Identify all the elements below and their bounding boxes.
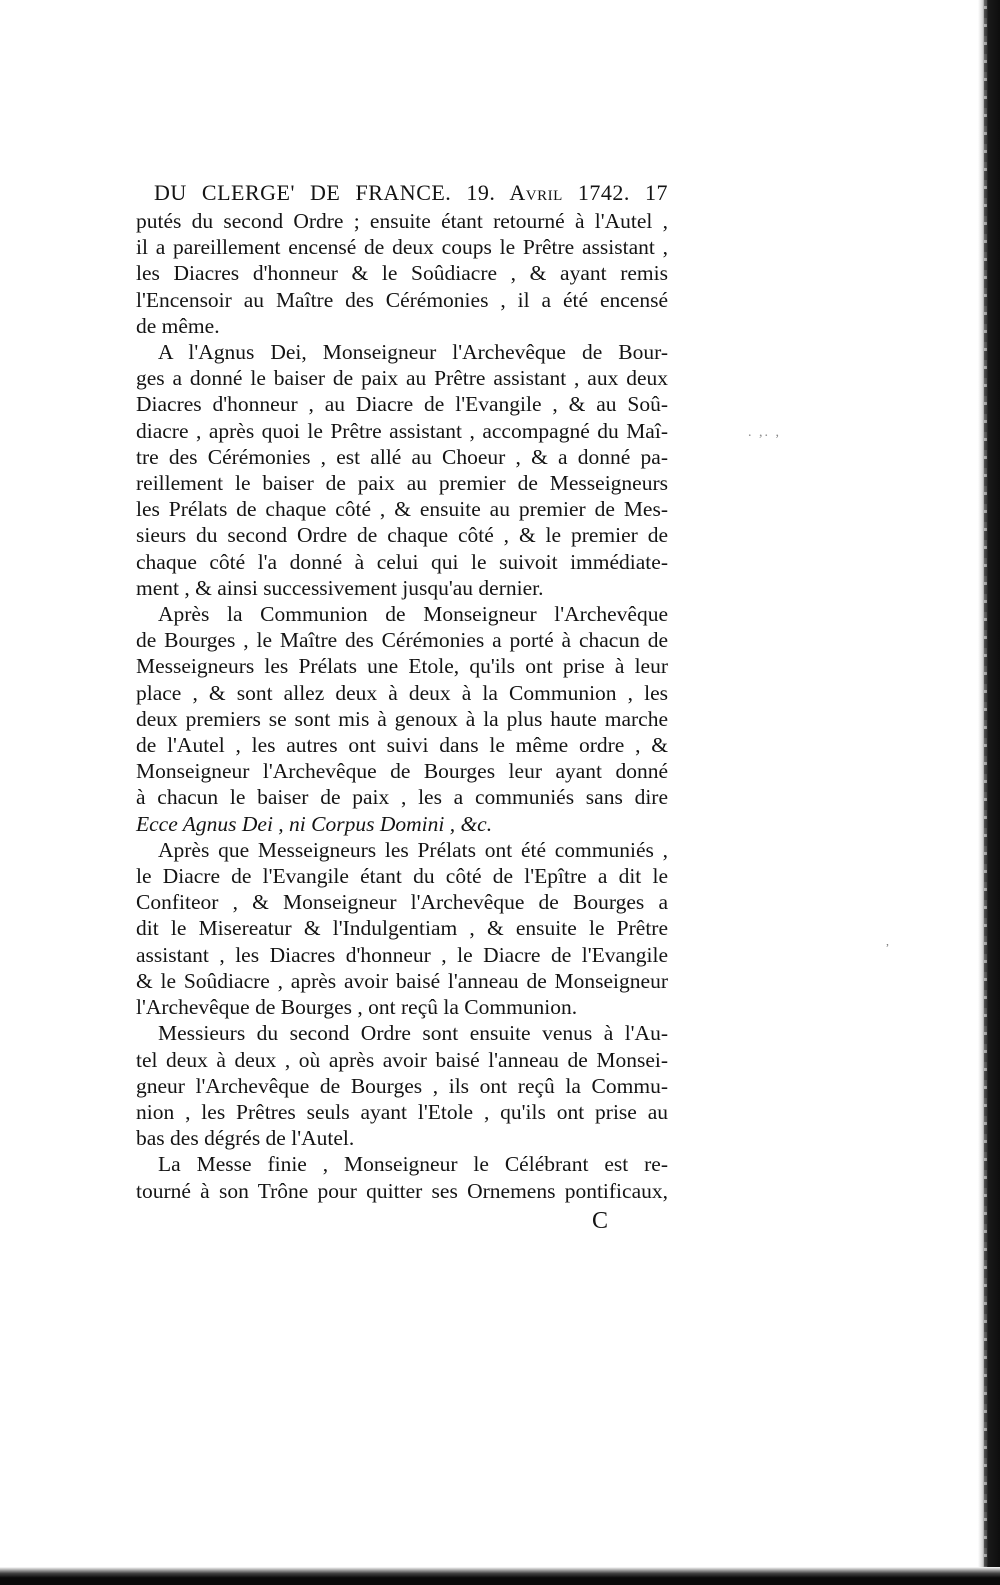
text-line: putés du second Ordre ; ensuite étant retourné à l'Autel , [136, 209, 668, 233]
text-line: gneur l'Archevêque de Bourges , ils ont reçû la Commu- [136, 1073, 668, 1098]
page-edge-right [978, 0, 1000, 1585]
text-line: Après la Communion de Monseigneur l'Archevêque [158, 602, 668, 627]
text-line: sieurs du second Ordre de chaque côté , & le premier de [136, 523, 668, 548]
text-line: Monseigneur l'Archevêque de Bourges leur ayant donné [136, 759, 668, 784]
text-line: l'Encensoir au Maître des Cérémonies , il a été encensé [136, 287, 668, 312]
text-line: de Bourges , le Maître des Cérémonies a porté à chacun de [136, 628, 668, 653]
text-line: reillement le baiser de paix au premier de Messeigneurs [136, 471, 668, 496]
running-title: DU CLERGE' DE FRANCE. 19. Avril 1742. [154, 180, 630, 205]
text-line: place , & sont allez deux à deux à la Communion , les [136, 680, 668, 705]
text-line: nion , les Prêtres seuls ayant l'Etole , qu'ils ont prise au [136, 1099, 668, 1124]
text-line: tourné à son Trône pour quitter ses Ornemens pontificaux, [136, 1178, 668, 1203]
text-line: Messieurs du second Ordre sont ensuite venus à l'Au- [158, 1021, 668, 1046]
text-line: l'Archevêque de Bourges , ont reçû la Communion. [136, 995, 578, 1020]
signature-mark: C [591, 1207, 608, 1234]
text-line: tre des Cérémonies , est allé au Choeur , & a donné pa- [136, 444, 668, 469]
text-line: dit le Misereatur & l'Indulgentiam , & ensuite le Prêtre [136, 916, 668, 941]
text-line: assistant , les Diacres d'honneur , le Diacre de l'Evangile [136, 942, 668, 967]
text-line: ment , & ainsi successivement jusqu'au dernier. [136, 575, 544, 600]
text-line: il a pareillement encensé de deux coups le Prêtre assistant , [136, 235, 668, 260]
text-block [136, 178, 668, 1236]
text-line: A l'Agnus Dei, Monseigneur l'Archevêque de Bour- [158, 340, 668, 365]
text-line: ges a donné le baiser de paix au Prêtre assistant , aux deux [136, 366, 668, 391]
text-line: Confiteor , & Monseigneur l'Archevêque de Bourges a [136, 890, 668, 915]
running-head [136, 178, 668, 208]
text-line: de l'Autel , les autres ont suivi dans le même ordre , & [136, 733, 668, 758]
page-edge-bottom [0, 1567, 1000, 1585]
text-line: les Prélats de chaque côté , & ensuite au premier de Mes- [136, 497, 668, 522]
text-line: & le Soûdiacre , après avoir baisé l'anneau de Monseigneur [136, 968, 668, 993]
text-line: à chacun le baiser de paix , les a communiés sans dire [136, 785, 668, 810]
text-line: Ecce Agnus Dei , ni Corpus Domini , &c. [136, 811, 493, 836]
text-line: deux premiers se sont mis à genoux à la plus haute marche [136, 706, 668, 731]
text-line: chaque côté l'a donné à celui qui le suivoit immédiate- [136, 549, 668, 574]
margin-dot: , [886, 934, 889, 948]
text-line: bas des dégrés de l'Autel. [136, 1126, 355, 1151]
text-line: Après que Messeigneurs les Prélats ont été communiés , [158, 837, 668, 862]
text-line: le Diacre de l'Evangile étant du côté de l'Epître a dit le [136, 864, 668, 889]
text-line: les Diacres d'honneur & le Soûdiacre , & ayant remis [136, 261, 668, 286]
margin-specks: . ,. , [748, 425, 781, 440]
text-line: diacre , après quoi le Prêtre assistant , accompagné du Maî- [136, 418, 668, 443]
text-line: Diacres d'honneur , au Diacre de l'Evangile , & au Soû- [136, 392, 668, 417]
text-line: Messeigneurs les Prélats une Etole, qu'ils ont prise à leur [136, 654, 668, 679]
page-number: 17 [645, 180, 668, 205]
text-line: La Messe finie , Monseigneur le Célébrant est re- [158, 1152, 668, 1177]
page-edge-grain [984, 0, 987, 1585]
text-line: tel deux à deux , où après avoir baisé l'anneau de Monsei- [136, 1047, 668, 1072]
text-line: de même. [136, 313, 220, 338]
